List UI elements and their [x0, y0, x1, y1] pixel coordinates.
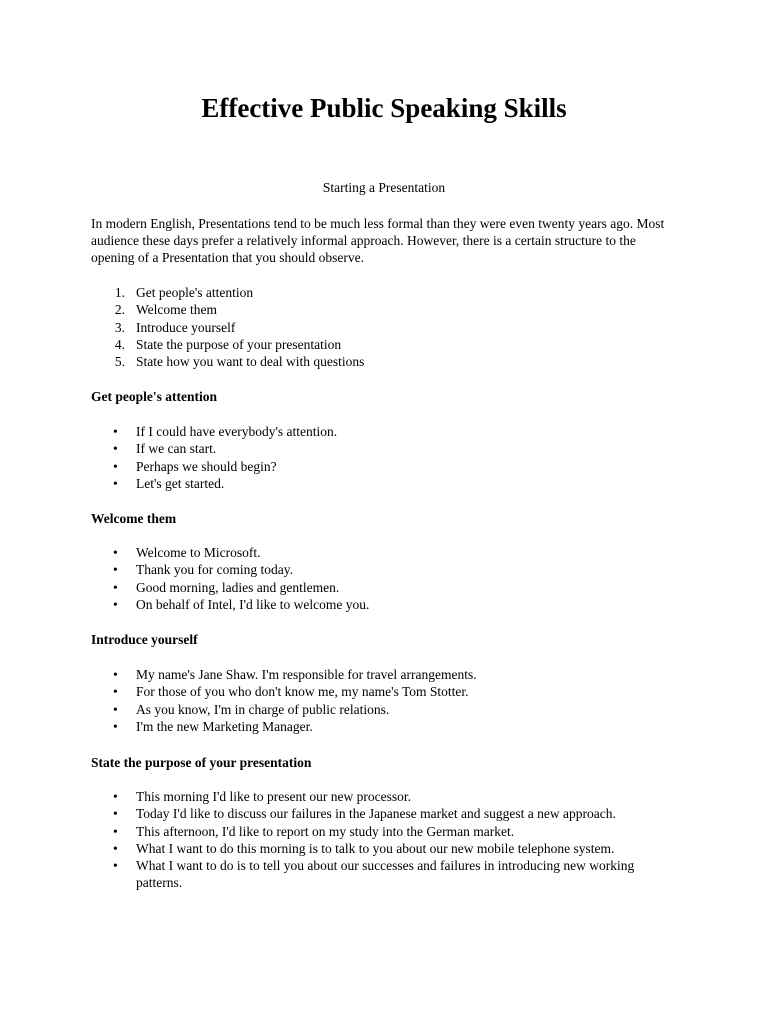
- bullet-marker: •: [113, 441, 118, 457]
- bullet-marker: •: [113, 579, 118, 595]
- list-item: [91, 336, 691, 353]
- bullet-marker: •: [113, 667, 118, 682]
- list-item-text: What I want to do this morning is to talk to you about our new mobile telephone system.: [136, 840, 615, 856]
- welcome-list: [91, 544, 691, 613]
- section-heading-introduce: Introduce yourself: [91, 632, 198, 647]
- list-item: [91, 805, 681, 822]
- document-title: Effective Public Speaking Skills: [201, 93, 567, 123]
- bullet-marker: •: [113, 701, 118, 717]
- bullet-marker: •: [113, 596, 118, 612]
- list-item-text: Thank you for coming today.: [136, 562, 293, 578]
- list-item-text: Perhaps we should begin?: [136, 458, 277, 474]
- list-item: [91, 788, 681, 805]
- list-number: 2.: [114, 302, 125, 318]
- list-item: [91, 683, 691, 700]
- bullet-marker: •: [113, 718, 118, 734]
- bullet-marker: •: [113, 684, 118, 700]
- list-item: [91, 596, 691, 613]
- list-item-text: On behalf of Intel, I'd like to welcome you.: [136, 596, 370, 612]
- bullet-marker: •: [113, 823, 118, 839]
- bullet-marker: •: [113, 545, 118, 560]
- bullet-marker: •: [113, 458, 118, 474]
- section-heading-attention: Get people's attention: [91, 389, 217, 404]
- list-item-text: If I could have everybody's attention.: [136, 424, 338, 439]
- list-item-text: State the purpose of your presentation: [136, 336, 342, 352]
- list-item-text: Let's get started.: [136, 475, 225, 491]
- list-item-text: Welcome to Microsoft.: [136, 545, 261, 560]
- list-item: [91, 840, 681, 857]
- list-item: [91, 475, 691, 492]
- list-number: 1.: [114, 285, 125, 300]
- list-item: [91, 353, 691, 370]
- bullet-marker: •: [113, 424, 118, 439]
- document-subtitle: Starting a Presentation: [322, 180, 446, 195]
- list-number: 3.: [114, 319, 125, 335]
- bullet-marker: •: [113, 562, 118, 578]
- list-item: [91, 284, 691, 301]
- list-item: [91, 718, 691, 735]
- list-item-text: My name's Jane Shaw. I'm responsible for travel arrangements.: [136, 667, 477, 682]
- list-item-text: Introduce yourself: [136, 319, 236, 335]
- bullet-marker: •: [113, 475, 118, 491]
- list-number: 4.: [114, 336, 125, 352]
- bullet-marker: •: [113, 789, 118, 804]
- list-item: [91, 544, 691, 561]
- bullet-marker: •: [113, 840, 118, 856]
- list-number: 5.: [114, 354, 125, 370]
- list-item: [91, 458, 691, 475]
- purpose-list: [91, 788, 681, 892]
- section-heading-purpose: State the purpose of your presentation: [91, 755, 312, 770]
- introduce-list: [91, 666, 691, 735]
- list-item-text: I'm the new Marketing Manager.: [136, 718, 313, 734]
- list-item-text: If we can start.: [136, 441, 217, 457]
- list-item: [91, 579, 691, 596]
- list-item-text: For those of you who don't know me, my name's Tom Stotter.: [136, 684, 469, 700]
- list-item-text: State how you want to deal with questions: [136, 354, 365, 370]
- list-item: [91, 701, 691, 718]
- list-item: [91, 561, 691, 578]
- list-item-text: Get people's attention: [136, 285, 254, 300]
- attention-list: [91, 423, 691, 492]
- steps-list: [91, 284, 691, 370]
- list-item: [91, 423, 691, 440]
- list-item: [91, 301, 691, 318]
- list-item: [91, 666, 691, 683]
- list-item-text: What I want to do is to tell you about our successes and failures in introducing new working patterns.: [136, 858, 635, 891]
- list-item-text: This morning I'd like to present our new processor.: [136, 789, 412, 804]
- list-item-text: Welcome them: [136, 302, 218, 318]
- intro-paragraph: In modern English, Presentations tend to be much less formal than they were even twenty years ago. Most audience these days prefer a relatively informal approach. However, there is a certain structure to the opening of a Presentation that you should observe.: [91, 216, 665, 266]
- list-item-text: Good morning, ladies and gentlemen.: [136, 579, 340, 595]
- list-item: [91, 440, 691, 457]
- bullet-marker: •: [113, 806, 118, 822]
- list-item-text: This afternoon, I'd like to report on my study into the German market.: [136, 823, 515, 839]
- section-heading-welcome: Welcome them: [91, 511, 177, 526]
- list-item-text: Today I'd like to discuss our failures in the Japanese market and suggest a new approach.: [136, 806, 616, 822]
- list-item: [91, 857, 681, 892]
- list-item-text: As you know, I'm in charge of public relations.: [136, 701, 390, 717]
- bullet-marker: •: [113, 858, 118, 874]
- list-item: [91, 823, 681, 840]
- list-item: [91, 319, 691, 336]
